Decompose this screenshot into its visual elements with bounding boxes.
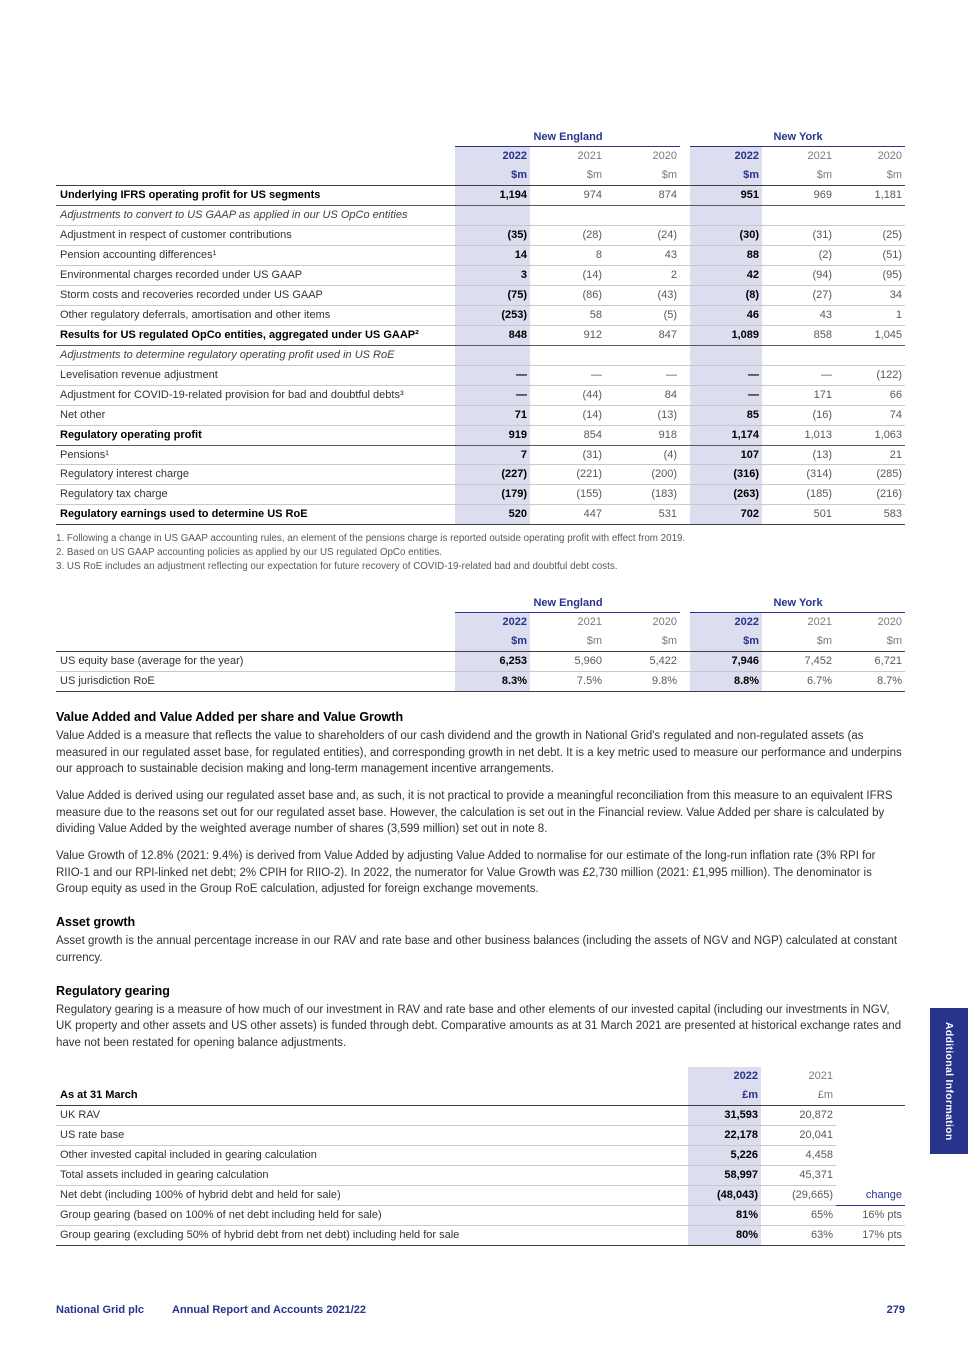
table-cell [680,445,690,465]
unit-header: $m [762,632,835,651]
region-header-row [56,594,905,612]
table-cell: 84 [605,385,680,405]
table-cell: 7,452 [762,652,835,672]
table-cell: 85 [690,405,762,425]
unit-header: $m [605,632,680,651]
table-cell: 974 [530,185,605,205]
footer-company: National Grid plc [56,1304,145,1316]
table-cell: 14 [455,245,530,265]
table-cell: 8.8% [690,672,762,692]
table-cell: Regulatory tax charge [56,485,455,505]
table-cell: US jurisdiction RoE [56,672,455,692]
table-cell [680,305,690,325]
table-cell: US rate base [56,1125,688,1145]
table-cell: 1,063 [835,425,905,445]
table-cell: 520 [455,505,530,525]
table-cell: (200) [605,465,680,485]
table-cell: Levelisation revenue adjustment [56,365,455,385]
table-row [56,1185,905,1205]
table-cell: (31) [530,445,605,465]
table-cell: Adjustment for COVID-19-related provision for bad and doubtful debts³ [56,385,455,405]
table-cell [455,345,530,365]
table-cell: 912 [530,325,605,345]
table-cell: Net other [56,405,455,425]
table-cell: — [530,365,605,385]
year-header: 2022 [455,146,530,165]
table-row [56,1125,905,1145]
unit-header: $m [835,632,905,651]
table-cell: (13) [762,445,835,465]
table-cell: (25) [835,225,905,245]
region-header-row [56,128,905,146]
table-cell: 501 [762,505,835,525]
table-cell: 847 [605,325,680,345]
table-row [56,205,905,225]
table-cell: 969 [762,185,835,205]
table-cell: — [455,365,530,385]
unit-header-row [56,166,905,185]
table-row [56,365,905,385]
table-cell: 6,253 [455,652,530,672]
us-roe-reconciliation-table [56,128,905,525]
page-content [56,0,905,1246]
year-header: 2022 [455,613,530,632]
table-cell: Pension accounting differences¹ [56,245,455,265]
table-cell: 7 [455,445,530,465]
table-cell: 31,593 [688,1105,761,1125]
table-cell: (14) [530,405,605,425]
year-header: 2021 [807,616,833,629]
table-cell: 6,721 [835,652,905,672]
table-cell: (216) [835,485,905,505]
unit-header: $m [762,166,835,185]
table-cell: 858 [762,325,835,345]
table-cell: (94) [762,265,835,285]
table-cell: (122) [835,365,905,385]
table-cell: 16% pts [836,1205,905,1225]
table-cell [835,345,905,365]
table-cell: Pensions¹ [56,445,455,465]
table-cell: — [690,365,762,385]
table-cell [680,652,690,672]
table-cell [680,405,690,425]
table-row [56,672,905,692]
table-cell: — [455,385,530,405]
table-cell: Adjustment in respect of customer contributions [56,225,455,245]
unit-header: £m [688,1086,761,1105]
table-row [56,1105,905,1125]
table-cell [680,365,690,385]
table-row [56,225,905,245]
table-cell: (221) [530,465,605,485]
table-cell: Regulatory operating profit [56,425,455,445]
table-cell: (27) [762,285,835,305]
table-cell: 22,178 [688,1125,761,1145]
table-cell: (4) [605,445,680,465]
table-cell: 21 [835,445,905,465]
unit-header: $m [455,166,530,185]
table-row [56,445,905,465]
table-cell: 1,194 [455,185,530,205]
side-tab-additional-information [930,1008,968,1154]
table-cell: 583 [835,505,905,525]
section-heading-value-added: Value Added and Value Added per share and Value Growth [56,710,404,725]
table-cell: (285) [835,465,905,485]
table-cell: Underlying IFRS operating profit for US segments [56,185,455,205]
footnote: 1. Following a change in US GAAP accounting rules, an element of the pensions charge is reported outside operating profit with effect from 2019. [56,533,686,545]
paragraph: Regulatory gearing is a measure of how much of our investment in RAV and rate base and other elements of our invested capital (including our investments in NGV, UK property and other assets and US other assets) is funded through debt. Comparative amounts as at 31 March 2021 are presented at historical exchange rates and have not been restated for opening balance adjustments. [56,1003,902,1049]
table-cell: Other regulatory deferrals, amortisation and other items [56,305,455,325]
table-cell: (16) [762,405,835,425]
table-cell: Environmental charges recorded under US GAAP [56,265,455,285]
table-cell [836,1105,905,1125]
table-row [56,1145,905,1165]
table-cell: (86) [530,285,605,305]
table-cell [690,205,762,225]
table-cell: 1,181 [835,185,905,205]
regulatory-gearing-table [56,1067,905,1246]
unit-header: $m [605,166,680,185]
table-cell: (316) [690,465,762,485]
table-cell: Group gearing (based on 100% of net debt including held for sale) [56,1205,688,1225]
table-cell [680,345,690,365]
table-cell [680,245,690,265]
table-cell [680,485,690,505]
table-cell: (35) [455,225,530,245]
table-cell: (75) [455,285,530,305]
table-row [56,265,905,285]
unit-header: $m [530,166,605,185]
table-cell: 919 [455,425,530,445]
table-cell [680,385,690,405]
table-cell [680,225,690,245]
table-cell: 58 [530,305,605,325]
table-cell: 17% pts [836,1225,905,1245]
us-equity-roe-table [56,594,905,692]
table-cell: (8) [690,285,762,305]
region-header-new-york: New York [690,128,905,146]
table-row [56,285,905,305]
table-cell: (2) [762,245,835,265]
side-tab-label: Additional Information [943,1021,955,1141]
table-cell: (44) [530,385,605,405]
table-cell: 66 [835,385,905,405]
table-cell: 3 [455,265,530,285]
year-header: 2021 [577,616,602,629]
year-header-row [56,613,905,632]
year-header: 2022 [690,613,762,632]
table-cell: (263) [690,485,762,505]
table-row [56,325,905,345]
row-group-header: As at 31 March [56,1086,688,1105]
table-cell: — [762,365,835,385]
table-row [56,245,905,265]
table-cell: (31) [762,225,835,245]
table-cell: 874 [605,185,680,205]
table-cell [762,205,835,225]
footnote: 3. US RoE includes an adjustment reflecting our expectation for future recovery of COVID-19-related bad and doubtful debt costs. [56,560,618,572]
table-cell [836,1145,905,1165]
table-cell: 1,089 [690,325,762,345]
table-cell: Adjustments to determine regulatory operating profit used in US RoE [56,345,455,365]
unit-header: £m [761,1086,836,1105]
table-cell: 43 [762,305,835,325]
paragraph: Value Added is a measure that reflects the value to shareholders of our cash dividend and the growth in National Grid's regulated and non-regulated assets (as measured in our regulated asset base, for regulated entities), and corresponding growth in net debt. It is a key metric used to measure our performance and underpins our approach to sustainable decision making and long-term management incentive arrangements. [56,730,902,775]
table-cell: (29,665) [761,1185,836,1205]
table-cell: Net debt (including 100% of hybrid debt and held for sale) [56,1185,688,1205]
table-cell: (183) [605,485,680,505]
table-cell: (51) [835,245,905,265]
footnote: 2. Based on US GAAP accounting policies as applied by our US regulated OpCo entities. [56,547,442,559]
table-cell: (24) [605,225,680,245]
table-cell: 74 [835,405,905,425]
table-cell: 20,872 [761,1105,836,1125]
table-row [56,505,905,525]
year-header: 2020 [652,149,678,162]
table-row [56,405,905,425]
region-header-new-england: New England [455,128,680,146]
unit-header: $m [835,166,905,185]
table-cell: 7.5% [530,672,605,692]
region-header-new-york: New York [690,594,905,612]
table-cell: 702 [690,505,762,525]
table-cell: 1 [835,305,905,325]
table-cell: 2 [605,265,680,285]
unit-header: $m [690,632,762,651]
footer-report-title: Annual Report and Accounts 2021/22 [172,1304,366,1316]
table-cell [455,205,530,225]
unit-header-row [56,1086,905,1105]
year-header: 2022 [690,146,762,165]
table-cell: 8.3% [455,672,530,692]
table-cell: Regulatory earnings used to determine US RoE [56,505,455,525]
paragraph: Value Added is derived using our regulated asset base and, as such, it is not practical to provide a meaningful reconciliation from this measure to an equivalent IFRS measure due to the reasons set out for our regulated asset base. However, the calculation is set out in the Financial review. Value Added per share is calculated by dividing Value Added by the weighted average number of shares (3,599 million) set out in note 8. [56,790,893,835]
paragraph: Value Growth of 12.8% (2021: 9.4%) is derived from Value Added by adjusting Value Added to normalise for our estimate of the long-run inflation rate (3% RPI for RIIO-1 and our RPI-linked net debt; 2% CPIH for RIIO-2). In 2022, the numerator for Value Growth was £2,730 million (2021: £1,995 million). The denominator is Group equity as used in the Group RoE calculation, adjusted for foreign exchange movements. [56,850,876,895]
table-cell: 1,174 [690,425,762,445]
table-cell: Regulatory interest charge [56,465,455,485]
table-cell: Results for US regulated OpCo entities, aggregated under US GAAP² [56,325,455,345]
table-row [56,345,905,365]
table-row [56,185,905,205]
page-footer [56,1304,905,1316]
table-cell [836,1165,905,1185]
table-cell: 4,458 [761,1145,836,1165]
table-cell: 1,013 [762,425,835,445]
table-cell: 80% [688,1225,761,1245]
table-cell [680,505,690,525]
table-cell: 45,371 [761,1165,836,1185]
table-cell [680,425,690,445]
table-cell: 8 [530,245,605,265]
table-cell: 5,422 [605,652,680,672]
table-row [56,305,905,325]
narrative-sections [56,710,905,1051]
table-cell: (30) [690,225,762,245]
table-cell: 7,946 [690,652,762,672]
year-header: 2020 [877,149,903,162]
table-cell: Other invested capital included in gearing calculation [56,1145,688,1165]
table-cell: — [690,385,762,405]
table-cell: 171 [762,385,835,405]
table-cell: 107 [690,445,762,465]
table-cell: 447 [530,505,605,525]
table-cell: Adjustments to convert to US GAAP as applied in our US OpCo entities [56,205,455,225]
table-cell [530,205,605,225]
table-row [56,385,905,405]
table-cell: 81% [688,1205,761,1225]
table-cell: Group gearing (excluding 50% of hybrid debt from net debt) including held for sale [56,1225,688,1245]
table-cell [680,672,690,692]
table-cell: 9.8% [605,672,680,692]
table-cell: (48,043) [688,1185,761,1205]
top-margin [56,0,905,128]
section-heading-regulatory-gearing: Regulatory gearing [56,983,170,998]
table-row [56,485,905,505]
table-cell: change [836,1185,905,1205]
table-cell: 42 [690,265,762,285]
table-cell: Storm costs and recoveries recorded under US GAAP [56,285,455,305]
table-cell: 63% [761,1225,836,1245]
table-cell: (155) [530,485,605,505]
table-cell [605,205,680,225]
table-cell [605,345,680,365]
table-footnotes [56,532,905,573]
unit-header: $m [690,166,762,185]
table-cell: 8.7% [835,672,905,692]
table-row [56,1205,905,1225]
table-cell: 854 [530,425,605,445]
year-header: 2021 [807,149,833,162]
table-cell: (43) [605,285,680,305]
table-cell [835,205,905,225]
footer-page-number: 279 [886,1304,905,1316]
table-cell: (13) [605,405,680,425]
table-cell [690,345,762,365]
table-cell: 88 [690,245,762,265]
table-cell [530,345,605,365]
section-heading-asset-growth: Asset growth [56,915,136,930]
table-cell: 20,041 [761,1125,836,1145]
table-cell: 918 [605,425,680,445]
year-header-row [56,146,905,165]
table-cell: (14) [530,265,605,285]
unit-header-row [56,632,905,651]
table-cell: 951 [690,185,762,205]
table-cell: (28) [530,225,605,245]
table-cell: (185) [762,485,835,505]
table-cell [680,205,690,225]
unit-header: $m [530,632,605,651]
table-cell: 43 [605,245,680,265]
region-header-new-england: New England [455,594,680,612]
table-cell [836,1125,905,1145]
table-cell: US equity base (average for the year) [56,652,455,672]
table-cell [680,325,690,345]
year-header: 2021 [808,1069,833,1082]
table-cell: UK RAV [56,1105,688,1125]
table-cell: (5) [605,305,680,325]
table-row [56,425,905,445]
year-header: 2022 [688,1067,761,1086]
year-header: 2020 [877,616,903,629]
table-cell: (179) [455,485,530,505]
table-cell: 71 [455,405,530,425]
table-cell: 5,960 [530,652,605,672]
year-header-row [56,1067,905,1086]
table-row [56,652,905,672]
table-cell [680,185,690,205]
table-cell: 6.7% [762,672,835,692]
table-cell: 531 [605,505,680,525]
table-cell: (227) [455,465,530,485]
table-row [56,1225,905,1245]
table-cell: (314) [762,465,835,485]
table-cell: 1,045 [835,325,905,345]
year-header: 2020 [652,616,678,629]
table-cell: — [605,365,680,385]
paragraph: Asset growth is the annual percentage increase in our RAV and rate base and other business balances (including the assets of NGV and NGP) calculated at constant currency. [56,935,898,964]
table-cell: 65% [761,1205,836,1225]
unit-header: $m [455,632,530,651]
table-cell [680,265,690,285]
table-row [56,1165,905,1185]
table-cell: 58,997 [688,1165,761,1185]
table-cell: (253) [455,305,530,325]
table-cell: 848 [455,325,530,345]
table-cell: Total assets included in gearing calculation [56,1165,688,1185]
table-row [56,465,905,485]
table-cell: 5,226 [688,1145,761,1165]
table-cell: 46 [690,305,762,325]
table-cell: 34 [835,285,905,305]
table-cell: (95) [835,265,905,285]
table-cell [680,465,690,485]
table-cell [680,285,690,305]
table-cell [762,345,835,365]
year-header: 2021 [577,149,602,162]
